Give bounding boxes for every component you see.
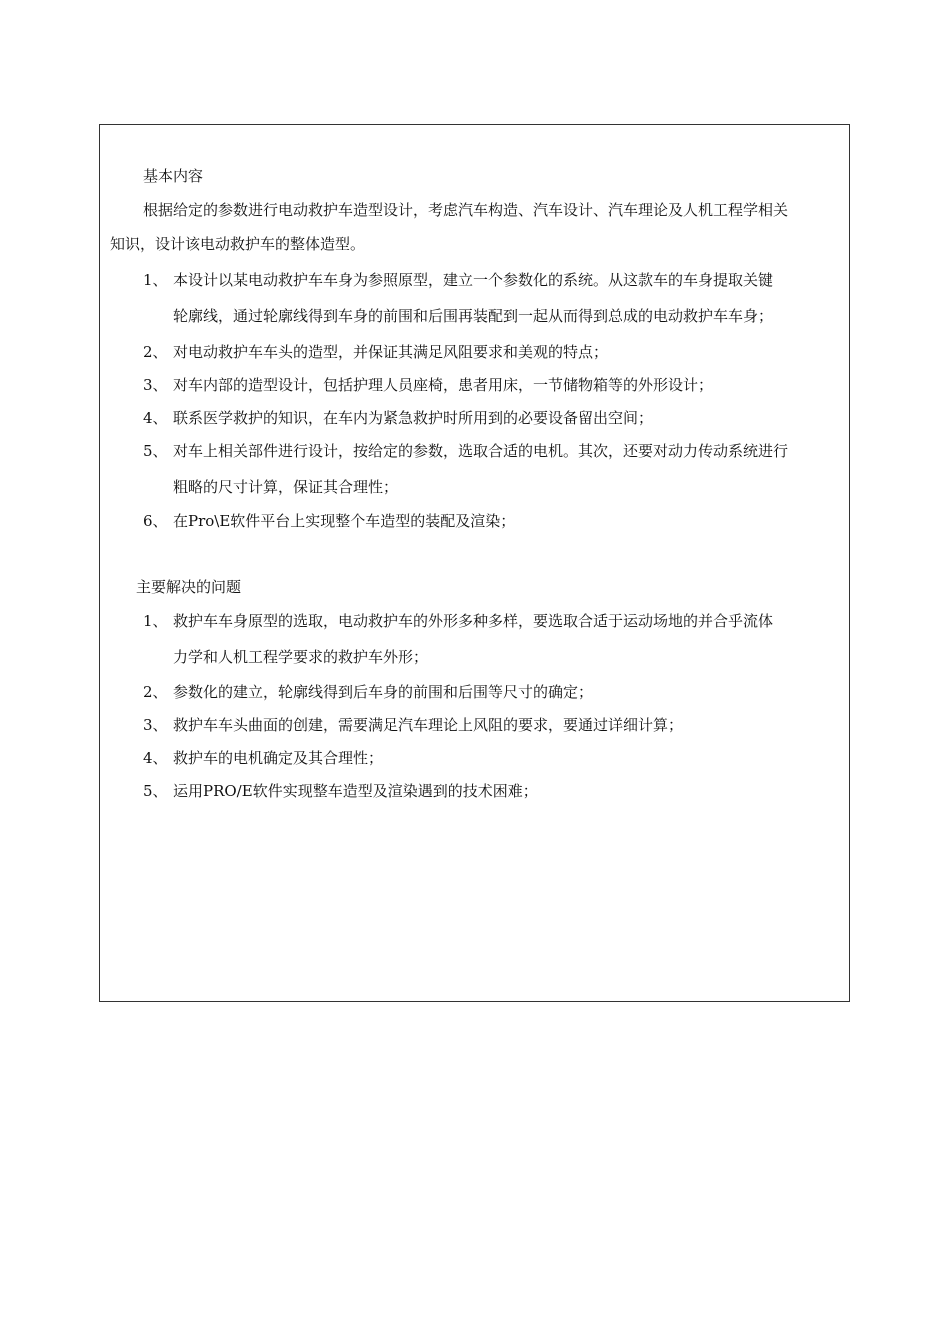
list-item-text: 救护车车身原型的选取，电动救护车的外形多种多样，要选取合适于运动场地的并合乎流体 [173,612,774,630]
list-item-text: 在Pro\E软件平台上实现整个车造型的装配及渲染； [173,512,516,530]
section-heading-main-problems: 主要解决的问题 [136,578,242,596]
list-item-text: 联系医学救护的知识，在车内为紧急救护时所用到的必要设备留出空间； [173,409,654,427]
list-item-number: 2、 [143,343,168,361]
list-item-number: 2、 [143,683,168,701]
list-item-text: 运用PRO/E软件实现整车造型及渲染遇到的技术困难； [173,782,538,800]
list-item-text: 救护车车头曲面的创建，需要满足汽车理论上风阻的要求，要通过详细计算； [173,716,684,734]
intro-text-line-1: 根据给定的参数进行电动救护车造型设计，考虑汽车构造、汽车设计、汽车理论及人机工程学相关 [143,201,789,219]
list-item-text: 对电动救护车车头的造型，并保证其满足风阻要求和美观的特点； [173,343,609,361]
list-item-text: 对车上相关部件进行设计，按给定的参数，选取合适的电机。其次，还要对动力传动系统进行 [173,442,789,460]
list-item-number: 6、 [143,512,168,530]
list-item-number: 4、 [143,409,168,427]
content-frame [99,124,850,1002]
list-item-text-continued: 力学和人机工程学要求的救护车外形； [173,648,429,666]
list-item-text: 对车内部的造型设计，包括护理人员座椅，患者用床，一节储物箱等的外形设计； [173,376,714,394]
list-item-text-continued: 轮廓线，通过轮廓线得到车身的前围和后围再装配到一起从而得到总成的电动救护车车身； [173,307,774,325]
list-item-text: 本设计以某电动救护车车身为参照原型，建立一个参数化的系统。从这款车的车身提取关键 [173,271,774,289]
list-item-text: 救护车的电机确定及其合理性； [173,749,384,767]
list-item-number: 5、 [143,442,168,460]
list-item-number: 1、 [143,612,168,630]
list-item-number: 3、 [143,376,168,394]
list-item-number: 4、 [143,749,168,767]
list-item-number: 3、 [143,716,168,734]
list-item-number: 5、 [143,782,168,800]
list-item-text: 参数化的建立，轮廓线得到后车身的前围和后围等尺寸的确定； [173,683,594,701]
intro-text-line-2: 知识，设计该电动救护车的整体造型。 [110,235,366,253]
section-heading-basic-content: 基本内容 [143,167,204,185]
list-item-number: 1、 [143,271,168,289]
list-item-text-continued: 粗略的尺寸计算，保证其合理性； [173,478,399,496]
